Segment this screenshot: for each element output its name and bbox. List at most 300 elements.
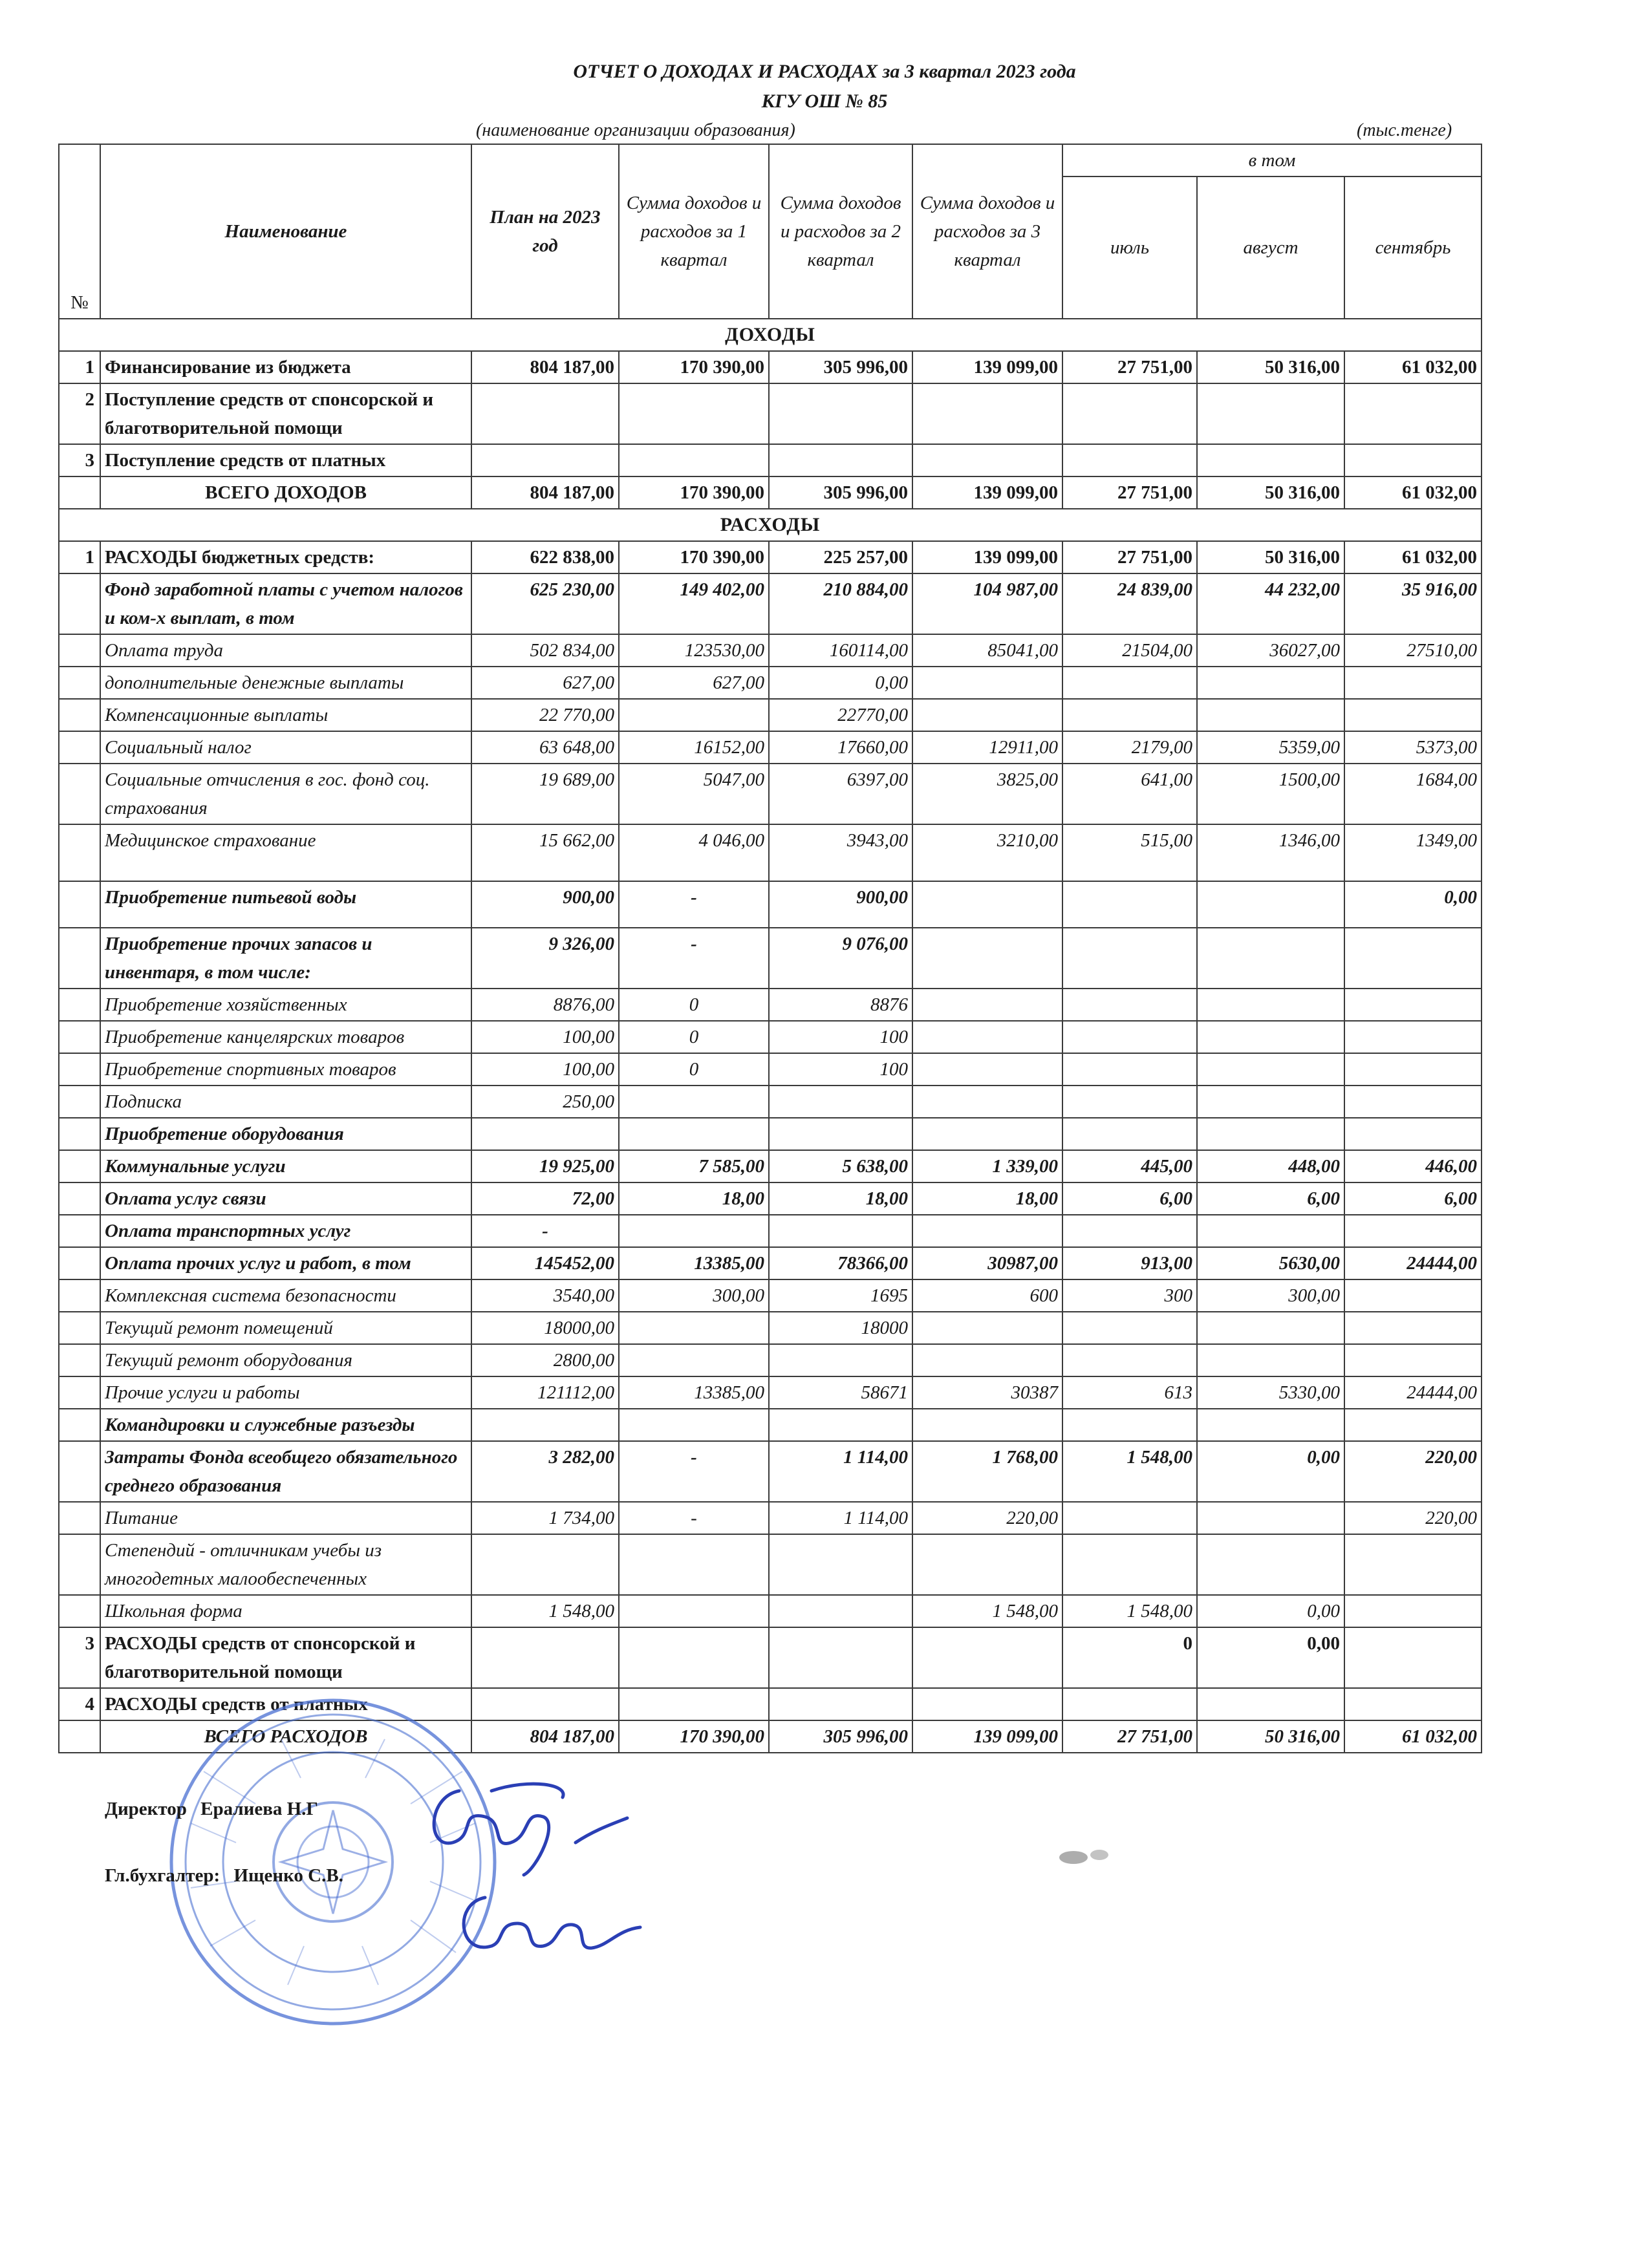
cell-jul (1062, 1502, 1197, 1534)
cell-q3: 139 099,00 (912, 1720, 1062, 1753)
cell-q1: 13385,00 (619, 1376, 769, 1409)
cell-q2 (769, 1534, 912, 1595)
cell-q1: 0 (619, 1021, 769, 1053)
cell-q1 (619, 383, 769, 444)
cell-q3 (912, 444, 1062, 476)
cell-aug (1197, 1344, 1344, 1376)
cell-q1: 627,00 (619, 667, 769, 699)
cell-plan: 72,00 (471, 1182, 619, 1215)
row-number (59, 1247, 100, 1279)
row-number: 1 (59, 541, 100, 573)
cell-jul: 613 (1062, 1376, 1197, 1409)
cell-jul: 21504,00 (1062, 634, 1197, 667)
cell-aug (1197, 1502, 1344, 1534)
row-name: дополнительные денежные выплаты (100, 667, 471, 699)
cell-sep: 220,00 (1344, 1502, 1482, 1534)
cell-sep: 6,00 (1344, 1182, 1482, 1215)
cell-aug: 50 316,00 (1197, 541, 1344, 573)
row-name: Оплата прочих услуг и работ, в том (100, 1247, 471, 1279)
row-number (59, 699, 100, 731)
cell-q1 (619, 1627, 769, 1688)
cell-jul (1062, 1344, 1197, 1376)
table-row (59, 1118, 1482, 1150)
cell-q1: 170 390,00 (619, 351, 769, 383)
cell-jul: 913,00 (1062, 1247, 1197, 1279)
cell-q1: 18,00 (619, 1182, 769, 1215)
cell-jul (1062, 1312, 1197, 1344)
cell-aug (1197, 1021, 1344, 1053)
cell-q2: 0,00 (769, 667, 912, 699)
row-name: РАСХОДЫ бюджетных средств: (100, 541, 471, 573)
cell-q3: 85041,00 (912, 634, 1062, 667)
ink-smudge (1048, 1839, 1125, 1872)
row-name: Затраты Фонда всеобщего обязательного среднего образования (100, 1441, 471, 1502)
cell-aug: 44 232,00 (1197, 573, 1344, 634)
cell-q3: 18,00 (912, 1182, 1062, 1215)
cell-q2: 305 996,00 (769, 476, 912, 509)
cell-q2 (769, 1344, 912, 1376)
cell-plan: 9 326,00 (471, 928, 619, 989)
cell-sep: 1684,00 (1344, 764, 1482, 824)
cell-q2: 58671 (769, 1376, 912, 1409)
cell-q1 (619, 1595, 769, 1627)
cell-jul (1062, 667, 1197, 699)
cell-q2: 5 638,00 (769, 1150, 912, 1182)
cell-sep: 24444,00 (1344, 1247, 1482, 1279)
cell-aug: 36027,00 (1197, 634, 1344, 667)
col-q1: Сумма доходов и расходов за 1 квартал (619, 144, 769, 319)
cell-aug: 300,00 (1197, 1279, 1344, 1312)
row-name: Компенсационные выплаты (100, 699, 471, 731)
cell-jul (1062, 1215, 1197, 1247)
cell-q3 (912, 1344, 1062, 1376)
cell-q1 (619, 1086, 769, 1118)
cell-aug (1197, 1086, 1344, 1118)
cell-q3: 220,00 (912, 1502, 1062, 1534)
cell-aug: 0,00 (1197, 1627, 1344, 1688)
cell-q1: 300,00 (619, 1279, 769, 1312)
row-name: Коммунальные услуги (100, 1150, 471, 1182)
col-aug: август (1197, 177, 1344, 319)
cell-q1: 4 046,00 (619, 824, 769, 881)
cell-sep: 27510,00 (1344, 634, 1482, 667)
cell-plan: 625 230,00 (471, 573, 619, 634)
cell-q1: 170 390,00 (619, 476, 769, 509)
cell-plan (471, 1118, 619, 1150)
cell-q3 (912, 881, 1062, 928)
row-number (59, 928, 100, 989)
row-name: РАСХОДЫ средств от платных (100, 1688, 471, 1720)
cell-sep (1344, 1595, 1482, 1627)
cell-plan: 19 689,00 (471, 764, 619, 824)
cell-plan: 3 282,00 (471, 1441, 619, 1502)
cell-aug (1197, 1312, 1344, 1344)
cell-q3: 12911,00 (912, 731, 1062, 764)
cell-aug (1197, 1215, 1344, 1247)
cell-q3 (912, 1688, 1062, 1720)
row-name: Приобретение канцелярских товаров (100, 1021, 471, 1053)
table-row (59, 928, 1482, 989)
cell-aug (1197, 1053, 1344, 1086)
table-row (59, 699, 1482, 731)
cell-jul (1062, 989, 1197, 1021)
table-row (59, 1215, 1482, 1247)
cell-q1: 7 585,00 (619, 1150, 769, 1182)
cell-q1 (619, 1688, 769, 1720)
row-number (59, 1344, 100, 1376)
table-row (59, 881, 1482, 928)
cell-aug: 0,00 (1197, 1441, 1344, 1502)
cell-plan: 250,00 (471, 1086, 619, 1118)
cell-q2 (769, 1118, 912, 1150)
row-name: Подписка (100, 1086, 471, 1118)
cell-q1: 149 402,00 (619, 573, 769, 634)
cell-q3: 1 339,00 (912, 1150, 1062, 1182)
cell-q3: 1 548,00 (912, 1595, 1062, 1627)
report-title: ОТЧЕТ О ДОХОДАХ И РАСХОДАХ за 3 квартал 2023 года (573, 61, 1076, 82)
cell-q2: 6397,00 (769, 764, 912, 824)
cell-aug: 5330,00 (1197, 1376, 1344, 1409)
cell-q2: 100 (769, 1021, 912, 1053)
cell-q2: 160114,00 (769, 634, 912, 667)
cell-sep (1344, 1344, 1482, 1376)
row-number (59, 1182, 100, 1215)
cell-jul: 300 (1062, 1279, 1197, 1312)
cell-aug: 0,00 (1197, 1595, 1344, 1627)
cell-plan (471, 383, 619, 444)
cell-q2 (769, 1595, 912, 1627)
cell-q1: - (619, 1502, 769, 1534)
cell-sep: 61 032,00 (1344, 476, 1482, 509)
row-number: 4 (59, 1688, 100, 1720)
cell-q3: 139 099,00 (912, 541, 1062, 573)
row-name: Медицинское страхование (100, 824, 471, 881)
cell-plan: 8876,00 (471, 989, 619, 1021)
row-number (59, 989, 100, 1021)
row-name: Фонд заработной платы с учетом налогов и ком-х выплат, в том (100, 573, 471, 634)
cell-sep: 5373,00 (1344, 731, 1482, 764)
cell-sep (1344, 1118, 1482, 1150)
row-number (59, 1441, 100, 1502)
cell-plan (471, 1534, 619, 1595)
cell-q1: 0 (619, 989, 769, 1021)
cell-plan: 15 662,00 (471, 824, 619, 881)
cell-q2 (769, 1688, 912, 1720)
row-name: Питание (100, 1502, 471, 1534)
cell-plan: 100,00 (471, 1053, 619, 1086)
cell-q2: 3943,00 (769, 824, 912, 881)
cell-aug (1197, 444, 1344, 476)
table-row (59, 1279, 1482, 1312)
table-row (59, 1086, 1482, 1118)
cell-q3 (912, 1053, 1062, 1086)
cell-aug (1197, 1534, 1344, 1595)
cell-jul: 0 (1062, 1627, 1197, 1688)
col-plan: План на 2023 год (471, 144, 619, 319)
cell-q3 (912, 1312, 1062, 1344)
cell-q2 (769, 1627, 912, 1688)
cell-sep: 1349,00 (1344, 824, 1482, 881)
cell-jul (1062, 1118, 1197, 1150)
cell-plan: - (471, 1215, 619, 1247)
cell-aug (1197, 1688, 1344, 1720)
row-number (59, 1720, 100, 1753)
cell-q1: - (619, 1441, 769, 1502)
row-number (59, 1409, 100, 1441)
cell-q2 (769, 1409, 912, 1441)
cell-sep: 61 032,00 (1344, 351, 1482, 383)
cell-q1 (619, 699, 769, 731)
cell-jul (1062, 1534, 1197, 1595)
table-row (59, 1053, 1482, 1086)
cell-jul (1062, 699, 1197, 731)
cell-plan: 100,00 (471, 1021, 619, 1053)
cell-sep (1344, 1086, 1482, 1118)
cell-q3 (912, 989, 1062, 1021)
col-group: в том (1062, 144, 1482, 177)
row-name: Степендий - отличникам учебы из многодетных малообеспеченных (100, 1534, 471, 1595)
table-row (59, 1502, 1482, 1534)
cell-plan: 19 925,00 (471, 1150, 619, 1182)
cell-q3 (912, 1534, 1062, 1595)
cell-jul: 24 839,00 (1062, 573, 1197, 634)
cell-plan: 804 187,00 (471, 476, 619, 509)
cell-q1: 16152,00 (619, 731, 769, 764)
cell-q3 (912, 1118, 1062, 1150)
row-name: Социальные отчисления в гос. фонд соц. страхования (100, 764, 471, 824)
row-name: Оплата труда (100, 634, 471, 667)
cell-q3: 104 987,00 (912, 573, 1062, 634)
row-number (59, 1021, 100, 1053)
table-row (59, 634, 1482, 667)
col-name: Наименование (100, 144, 471, 319)
units-label: (тыс.тенге) (1357, 120, 1452, 140)
cell-aug (1197, 699, 1344, 731)
row-name: Текущий ремонт помещений (100, 1312, 471, 1344)
section-income: ДОХОДЫ (59, 319, 1482, 351)
cell-q1 (619, 1118, 769, 1150)
table-row (59, 989, 1482, 1021)
cell-q2: 18000 (769, 1312, 912, 1344)
cell-sep: 35 916,00 (1344, 573, 1482, 634)
cell-q3: 3210,00 (912, 824, 1062, 881)
accountant-name: Ищенко С.В. (233, 1865, 343, 1886)
cell-sep: 220,00 (1344, 1441, 1482, 1502)
cell-sep (1344, 444, 1482, 476)
cell-sep (1344, 1312, 1482, 1344)
row-name: Социальный налог (100, 731, 471, 764)
row-number (59, 1534, 100, 1595)
row-number (59, 764, 100, 824)
row-number (59, 476, 100, 509)
row-name: ВСЕГО РАСХОДОВ (100, 1720, 471, 1753)
row-name: РАСХОДЫ средств от спонсорской и благотворительной помощи (100, 1627, 471, 1688)
cell-jul (1062, 881, 1197, 928)
cell-q1 (619, 1215, 769, 1247)
cell-aug (1197, 928, 1344, 989)
report-table (58, 144, 1482, 1753)
col-q2: Сумма доходов и расходов за 2 квартал (769, 144, 912, 319)
cell-sep (1344, 1053, 1482, 1086)
cell-sep (1344, 1688, 1482, 1720)
row-name: Оплата услуг связи (100, 1182, 471, 1215)
cell-q2: 78366,00 (769, 1247, 912, 1279)
row-name: ВСЕГО ДОХОДОВ (100, 476, 471, 509)
accountant-signature (446, 1885, 653, 1969)
cell-plan: 1 734,00 (471, 1502, 619, 1534)
cell-jul: 27 751,00 (1062, 541, 1197, 573)
cell-q3: 30387 (912, 1376, 1062, 1409)
cell-sep: 446,00 (1344, 1150, 1482, 1182)
cell-q2: 22770,00 (769, 699, 912, 731)
cell-q2: 17660,00 (769, 731, 912, 764)
row-number (59, 1118, 100, 1150)
cell-q1: 170 390,00 (619, 541, 769, 573)
cell-q1: 123530,00 (619, 634, 769, 667)
row-number (59, 1502, 100, 1534)
cell-q3 (912, 1409, 1062, 1441)
cell-q3 (912, 1086, 1062, 1118)
cell-plan: 63 648,00 (471, 731, 619, 764)
row-number: 2 (59, 383, 100, 444)
table-row (59, 731, 1482, 764)
cell-q3: 3825,00 (912, 764, 1062, 824)
cell-q3: 30987,00 (912, 1247, 1062, 1279)
cell-q3 (912, 383, 1062, 444)
cell-plan: 121112,00 (471, 1376, 619, 1409)
row-number (59, 731, 100, 764)
table-row (59, 824, 1482, 881)
row-name: Приобретение хозяйственных (100, 989, 471, 1021)
table-row (59, 1627, 1482, 1688)
cell-q3: 600 (912, 1279, 1062, 1312)
table-row (59, 1344, 1482, 1376)
cell-plan: 18000,00 (471, 1312, 619, 1344)
cell-sep (1344, 1534, 1482, 1595)
cell-plan: 3540,00 (471, 1279, 619, 1312)
cell-plan (471, 1409, 619, 1441)
row-number (59, 824, 100, 881)
cell-q2: 305 996,00 (769, 351, 912, 383)
table-row (59, 351, 1482, 383)
table-row (59, 541, 1482, 573)
cell-aug: 1500,00 (1197, 764, 1344, 824)
cell-q1: - (619, 881, 769, 928)
table-row (59, 444, 1482, 476)
organization-caption: (наименование организации образования) (476, 120, 795, 140)
cell-plan: 502 834,00 (471, 634, 619, 667)
row-name: Поступление средств от платных (100, 444, 471, 476)
cell-aug: 6,00 (1197, 1182, 1344, 1215)
cell-jul: 445,00 (1062, 1150, 1197, 1182)
cell-jul: 27 751,00 (1062, 351, 1197, 383)
cell-aug (1197, 1409, 1344, 1441)
row-name: Школьная форма (100, 1595, 471, 1627)
table-row (59, 667, 1482, 699)
cell-aug: 5359,00 (1197, 731, 1344, 764)
col-q3: Сумма доходов и расходов за 3 квартал (912, 144, 1062, 319)
cell-jul (1062, 1409, 1197, 1441)
cell-jul: 6,00 (1062, 1182, 1197, 1215)
cell-aug: 50 316,00 (1197, 351, 1344, 383)
cell-q3 (912, 1215, 1062, 1247)
cell-sep: 24444,00 (1344, 1376, 1482, 1409)
cell-q1 (619, 1344, 769, 1376)
cell-q2 (769, 383, 912, 444)
cell-q1: 5047,00 (619, 764, 769, 824)
row-name: Приобретение оборудования (100, 1118, 471, 1150)
row-number: 3 (59, 1627, 100, 1688)
cell-plan: 22 770,00 (471, 699, 619, 731)
cell-q1 (619, 1409, 769, 1441)
cell-sep (1344, 928, 1482, 989)
cell-q3: 1 768,00 (912, 1441, 1062, 1502)
table-row (59, 383, 1482, 444)
row-number (59, 573, 100, 634)
cell-q2 (769, 1215, 912, 1247)
row-number (59, 667, 100, 699)
cell-aug: 1346,00 (1197, 824, 1344, 881)
row-name: Комплексная система безопасности (100, 1279, 471, 1312)
row-name: Прочие услуги и работы (100, 1376, 471, 1409)
cell-sep (1344, 1215, 1482, 1247)
cell-jul (1062, 928, 1197, 989)
cell-jul: 1 548,00 (1062, 1441, 1197, 1502)
table-row (59, 1441, 1482, 1502)
director-label: Директор (105, 1799, 187, 1819)
cell-q3 (912, 1021, 1062, 1053)
table-row (59, 476, 1482, 509)
cell-plan: 804 187,00 (471, 351, 619, 383)
cell-q2: 1695 (769, 1279, 912, 1312)
cell-sep (1344, 1021, 1482, 1053)
table-row (59, 764, 1482, 824)
table-row (59, 1150, 1482, 1182)
director-name: Ералиева Н.Г (200, 1799, 318, 1819)
cell-sep (1344, 383, 1482, 444)
row-number: 3 (59, 444, 100, 476)
cell-q2: 100 (769, 1053, 912, 1086)
cell-q2: 305 996,00 (769, 1720, 912, 1753)
col-jul: июль (1062, 177, 1197, 319)
cell-aug (1197, 383, 1344, 444)
cell-q3 (912, 699, 1062, 731)
cell-plan: 2800,00 (471, 1344, 619, 1376)
table-row (59, 1182, 1482, 1215)
section-expenses: РАСХОДЫ (59, 509, 1482, 541)
row-number (59, 634, 100, 667)
cell-sep (1344, 699, 1482, 731)
cell-plan: 900,00 (471, 881, 619, 928)
cell-q2: 18,00 (769, 1182, 912, 1215)
cell-plan (471, 444, 619, 476)
cell-jul (1062, 1086, 1197, 1118)
cell-q2: 225 257,00 (769, 541, 912, 573)
cell-sep: 0,00 (1344, 881, 1482, 928)
cell-jul: 2179,00 (1062, 731, 1197, 764)
table-row (59, 1534, 1482, 1595)
cell-jul (1062, 444, 1197, 476)
row-number (59, 1150, 100, 1182)
cell-sep: 61 032,00 (1344, 541, 1482, 573)
cell-jul: 27 751,00 (1062, 1720, 1197, 1753)
row-number (59, 1595, 100, 1627)
cell-q2: 900,00 (769, 881, 912, 928)
row-number (59, 1279, 100, 1312)
cell-q2: 9 076,00 (769, 928, 912, 989)
row-name: Поступление средств от спонсорской и благотворительной помощи (100, 383, 471, 444)
table-row (59, 1021, 1482, 1053)
